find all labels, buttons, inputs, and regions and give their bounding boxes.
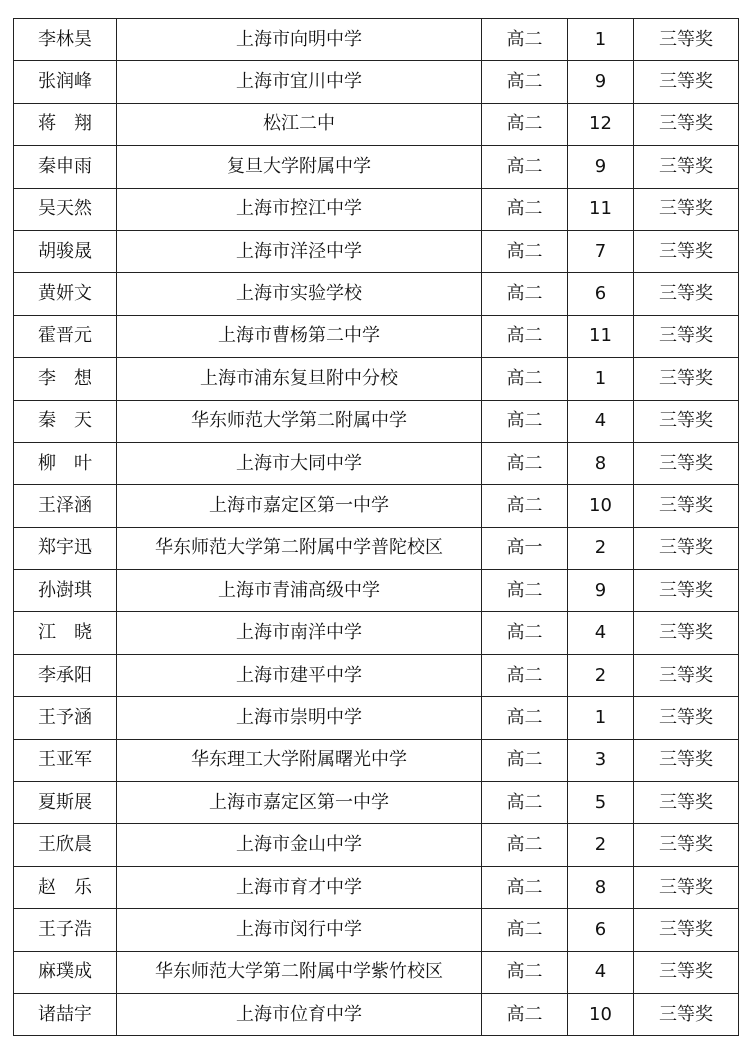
grade-cell: 高一 bbox=[482, 527, 568, 569]
table-row bbox=[14, 442, 739, 484]
school-cell: 上海市曹杨第二中学 bbox=[117, 315, 482, 357]
award-table-body bbox=[14, 19, 739, 1036]
award-cell: 三等奖 bbox=[634, 697, 739, 739]
grade-cell: 高二 bbox=[482, 697, 568, 739]
student-name-cell: 麻璞成 bbox=[14, 951, 117, 993]
student-name-cell: 王泽涵 bbox=[14, 485, 117, 527]
number-cell: 3 bbox=[568, 739, 634, 781]
award-cell: 三等奖 bbox=[634, 442, 739, 484]
table-row bbox=[14, 951, 739, 993]
table-row bbox=[14, 739, 739, 781]
award-cell: 三等奖 bbox=[634, 739, 739, 781]
grade-cell: 高二 bbox=[482, 400, 568, 442]
table-row bbox=[14, 230, 739, 272]
student-name-cell: 王欣晨 bbox=[14, 824, 117, 866]
number-cell: 4 bbox=[568, 400, 634, 442]
grade-cell: 高二 bbox=[482, 824, 568, 866]
award-table bbox=[13, 18, 739, 1036]
student-name-cell: 江 晓 bbox=[14, 612, 117, 654]
school-cell: 上海市位育中学 bbox=[117, 993, 482, 1035]
school-cell: 上海市控江中学 bbox=[117, 188, 482, 230]
grade-cell: 高二 bbox=[482, 230, 568, 272]
award-cell: 三等奖 bbox=[634, 61, 739, 103]
student-name-cell: 郑宇迅 bbox=[14, 527, 117, 569]
number-cell: 5 bbox=[568, 782, 634, 824]
number-cell: 9 bbox=[568, 570, 634, 612]
school-cell: 华东师范大学第二附属中学普陀校区 bbox=[117, 527, 482, 569]
number-cell: 11 bbox=[568, 315, 634, 357]
student-name-cell: 张润峰 bbox=[14, 61, 117, 103]
table-row bbox=[14, 315, 739, 357]
grade-cell: 高二 bbox=[482, 654, 568, 696]
grade-cell: 高二 bbox=[482, 273, 568, 315]
award-cell: 三等奖 bbox=[634, 315, 739, 357]
student-name-cell: 赵 乐 bbox=[14, 866, 117, 908]
school-cell: 上海市闵行中学 bbox=[117, 909, 482, 951]
number-cell: 2 bbox=[568, 824, 634, 866]
table-row bbox=[14, 697, 739, 739]
grade-cell: 高二 bbox=[482, 103, 568, 145]
number-cell: 2 bbox=[568, 527, 634, 569]
student-name-cell: 诸喆宇 bbox=[14, 993, 117, 1035]
award-cell: 三等奖 bbox=[634, 19, 739, 61]
table-row bbox=[14, 612, 739, 654]
table-row bbox=[14, 909, 739, 951]
grade-cell: 高二 bbox=[482, 782, 568, 824]
grade-cell: 高二 bbox=[482, 188, 568, 230]
school-cell: 上海市嘉定区第一中学 bbox=[117, 485, 482, 527]
table-row bbox=[14, 61, 739, 103]
award-cell: 三等奖 bbox=[634, 570, 739, 612]
table-row bbox=[14, 654, 739, 696]
school-cell: 华东理工大学附属曙光中学 bbox=[117, 739, 482, 781]
award-cell: 三等奖 bbox=[634, 866, 739, 908]
student-name-cell: 王子浩 bbox=[14, 909, 117, 951]
table-row bbox=[14, 146, 739, 188]
school-cell: 上海市宜川中学 bbox=[117, 61, 482, 103]
table-row bbox=[14, 527, 739, 569]
grade-cell: 高二 bbox=[482, 485, 568, 527]
award-cell: 三等奖 bbox=[634, 188, 739, 230]
award-cell: 三等奖 bbox=[634, 358, 739, 400]
award-cell: 三等奖 bbox=[634, 103, 739, 145]
award-cell: 三等奖 bbox=[634, 400, 739, 442]
student-name-cell: 秦 天 bbox=[14, 400, 117, 442]
award-cell: 三等奖 bbox=[634, 824, 739, 866]
number-cell: 1 bbox=[568, 358, 634, 400]
grade-cell: 高二 bbox=[482, 315, 568, 357]
school-cell: 复旦大学附属中学 bbox=[117, 146, 482, 188]
student-name-cell: 蒋 翔 bbox=[14, 103, 117, 145]
student-name-cell: 黄妍文 bbox=[14, 273, 117, 315]
table-row bbox=[14, 824, 739, 866]
student-name-cell: 霍晋元 bbox=[14, 315, 117, 357]
student-name-cell: 柳 叶 bbox=[14, 442, 117, 484]
grade-cell: 高二 bbox=[482, 61, 568, 103]
school-cell: 上海市青浦高级中学 bbox=[117, 570, 482, 612]
student-name-cell: 李承阳 bbox=[14, 654, 117, 696]
table-row bbox=[14, 273, 739, 315]
school-cell: 上海市浦东复旦附中分校 bbox=[117, 358, 482, 400]
grade-cell: 高二 bbox=[482, 358, 568, 400]
table-row bbox=[14, 866, 739, 908]
award-cell: 三等奖 bbox=[634, 782, 739, 824]
student-name-cell: 吴天然 bbox=[14, 188, 117, 230]
number-cell: 8 bbox=[568, 442, 634, 484]
number-cell: 4 bbox=[568, 612, 634, 654]
award-cell: 三等奖 bbox=[634, 951, 739, 993]
grade-cell: 高二 bbox=[482, 739, 568, 781]
award-cell: 三等奖 bbox=[634, 527, 739, 569]
number-cell: 4 bbox=[568, 951, 634, 993]
award-cell: 三等奖 bbox=[634, 909, 739, 951]
table-row bbox=[14, 993, 739, 1035]
award-cell: 三等奖 bbox=[634, 993, 739, 1035]
school-cell: 上海市向明中学 bbox=[117, 19, 482, 61]
award-cell: 三等奖 bbox=[634, 146, 739, 188]
grade-cell: 高二 bbox=[482, 146, 568, 188]
award-cell: 三等奖 bbox=[634, 273, 739, 315]
number-cell: 10 bbox=[568, 993, 634, 1035]
table-row bbox=[14, 188, 739, 230]
number-cell: 8 bbox=[568, 866, 634, 908]
award-cell: 三等奖 bbox=[634, 612, 739, 654]
table-row bbox=[14, 782, 739, 824]
table-row bbox=[14, 485, 739, 527]
student-name-cell: 李林昊 bbox=[14, 19, 117, 61]
number-cell: 12 bbox=[568, 103, 634, 145]
award-cell: 三等奖 bbox=[634, 654, 739, 696]
school-cell: 华东师范大学第二附属中学 bbox=[117, 400, 482, 442]
table-row bbox=[14, 400, 739, 442]
school-cell: 上海市大同中学 bbox=[117, 442, 482, 484]
number-cell: 6 bbox=[568, 273, 634, 315]
table-row bbox=[14, 358, 739, 400]
student-name-cell: 王予涵 bbox=[14, 697, 117, 739]
school-cell: 上海市金山中学 bbox=[117, 824, 482, 866]
grade-cell: 高二 bbox=[482, 993, 568, 1035]
grade-cell: 高二 bbox=[482, 442, 568, 484]
grade-cell: 高二 bbox=[482, 866, 568, 908]
school-cell: 上海市嘉定区第一中学 bbox=[117, 782, 482, 824]
number-cell: 9 bbox=[568, 61, 634, 103]
grade-cell: 高二 bbox=[482, 951, 568, 993]
number-cell: 7 bbox=[568, 230, 634, 272]
grade-cell: 高二 bbox=[482, 19, 568, 61]
number-cell: 1 bbox=[568, 19, 634, 61]
table-row bbox=[14, 103, 739, 145]
number-cell: 11 bbox=[568, 188, 634, 230]
student-name-cell: 王亚军 bbox=[14, 739, 117, 781]
grade-cell: 高二 bbox=[482, 612, 568, 654]
table-row bbox=[14, 19, 739, 61]
number-cell: 9 bbox=[568, 146, 634, 188]
school-cell: 上海市洋泾中学 bbox=[117, 230, 482, 272]
school-cell: 上海市育才中学 bbox=[117, 866, 482, 908]
grade-cell: 高二 bbox=[482, 909, 568, 951]
number-cell: 10 bbox=[568, 485, 634, 527]
number-cell: 2 bbox=[568, 654, 634, 696]
school-cell: 上海市建平中学 bbox=[117, 654, 482, 696]
table-row bbox=[14, 570, 739, 612]
school-cell: 上海市实验学校 bbox=[117, 273, 482, 315]
student-name-cell: 李 想 bbox=[14, 358, 117, 400]
school-cell: 松江二中 bbox=[117, 103, 482, 145]
number-cell: 6 bbox=[568, 909, 634, 951]
student-name-cell: 胡骏晟 bbox=[14, 230, 117, 272]
school-cell: 上海市崇明中学 bbox=[117, 697, 482, 739]
award-cell: 三等奖 bbox=[634, 230, 739, 272]
student-name-cell: 孙澍琪 bbox=[14, 570, 117, 612]
student-name-cell: 夏斯展 bbox=[14, 782, 117, 824]
award-cell: 三等奖 bbox=[634, 485, 739, 527]
number-cell: 1 bbox=[568, 697, 634, 739]
student-name-cell: 秦申雨 bbox=[14, 146, 117, 188]
school-cell: 华东师范大学第二附属中学紫竹校区 bbox=[117, 951, 482, 993]
school-cell: 上海市南洋中学 bbox=[117, 612, 482, 654]
grade-cell: 高二 bbox=[482, 570, 568, 612]
